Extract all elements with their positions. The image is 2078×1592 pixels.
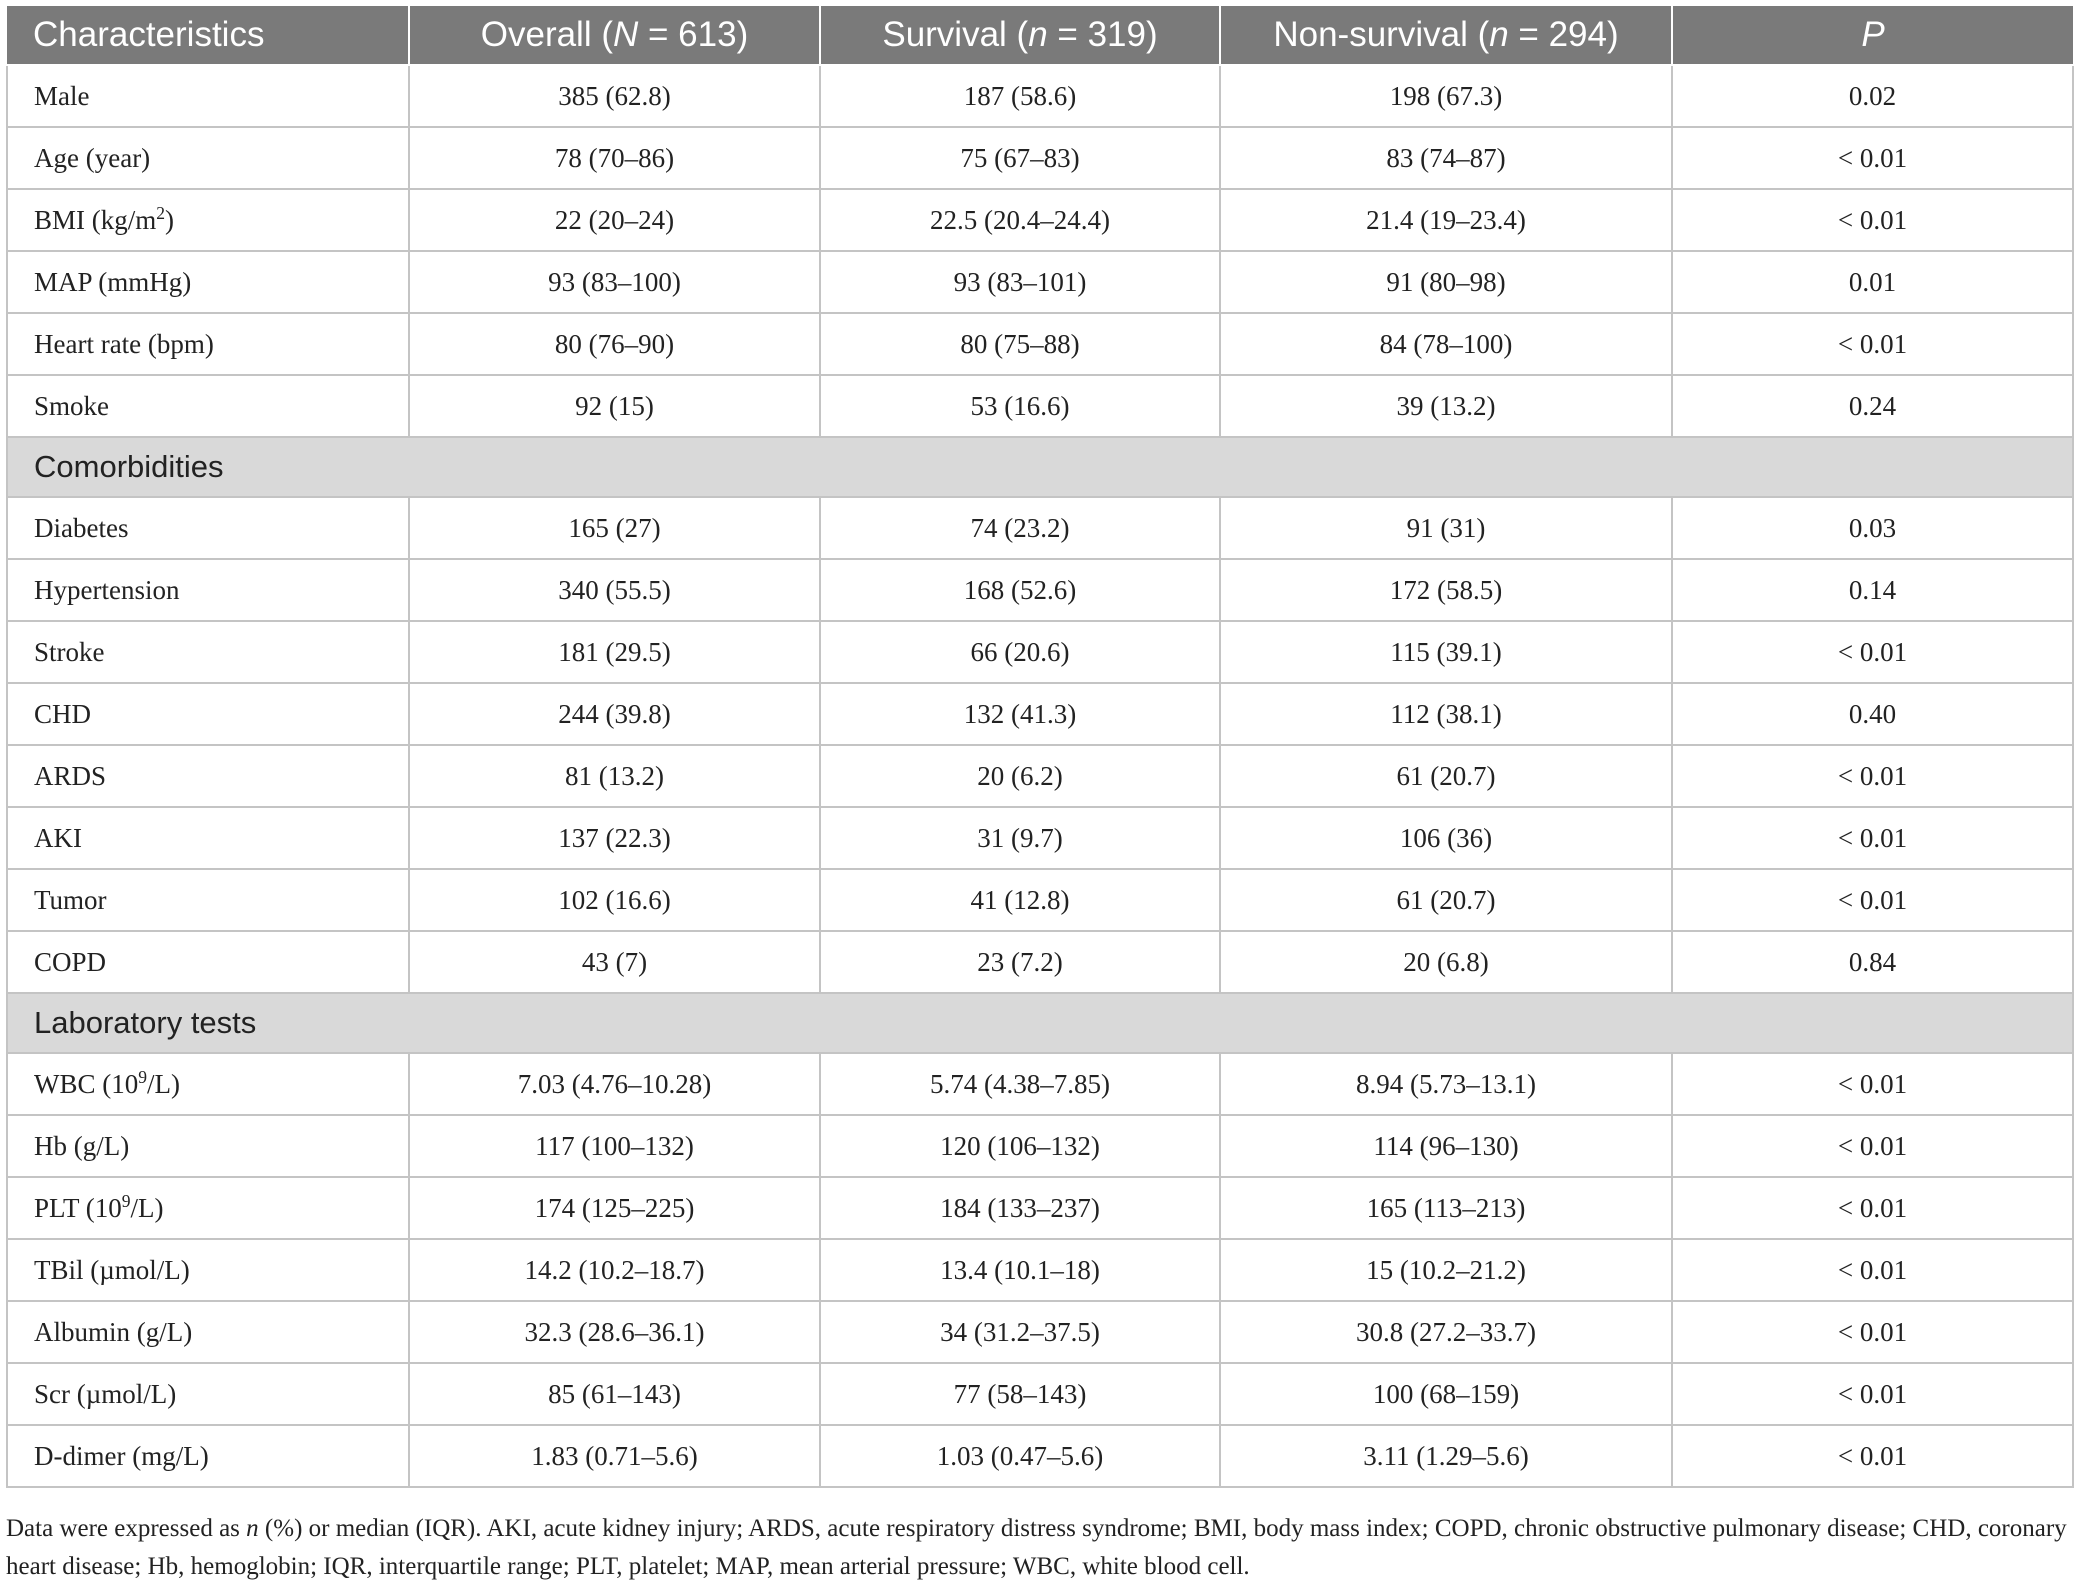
row-label <box>7 313 409 375</box>
row-label-text: Smoke <box>34 390 110 421</box>
table-row <box>7 127 2073 189</box>
row-label <box>7 375 409 437</box>
table-body <box>7 65 2073 1487</box>
cell-nonsurvival: 39 (13.2) <box>1220 375 1672 437</box>
cell-nonsurvival: 20 (6.8) <box>1220 931 1672 993</box>
header-overall-prefix: Overall ( <box>480 15 613 54</box>
row-label-text: D-dimer (mg/L) <box>34 1440 209 1471</box>
cell-p-value: 0.14 <box>1672 559 2073 621</box>
table-row <box>7 1363 2073 1425</box>
cell-nonsurvival: 198 (67.3) <box>1220 65 1672 127</box>
row-label-text: Hypertension <box>34 574 180 605</box>
section-header-row <box>7 993 2073 1053</box>
row-label <box>7 869 409 931</box>
table-row <box>7 807 2073 869</box>
cell-survival: 41 (12.8) <box>820 869 1220 931</box>
table-row <box>7 1239 2073 1301</box>
row-label <box>7 931 409 993</box>
cell-overall: 117 (100–132) <box>409 1115 820 1177</box>
cell-survival: 31 (9.7) <box>820 807 1220 869</box>
cell-overall: 92 (15) <box>409 375 820 437</box>
cell-p-value: < 0.01 <box>1672 189 2073 251</box>
row-label-text: COPD <box>34 946 107 977</box>
row-label-text: WBC (10 <box>34 1068 139 1099</box>
cell-overall: 43 (7) <box>409 931 820 993</box>
cell-overall: 1.83 (0.71–5.6) <box>409 1425 820 1487</box>
header-characteristics-text: Characteristics <box>33 15 265 54</box>
cell-p-value: < 0.01 <box>1672 1425 2073 1487</box>
cell-nonsurvival: 83 (74–87) <box>1220 127 1672 189</box>
cell-survival: 66 (20.6) <box>820 621 1220 683</box>
cell-overall: 22 (20–24) <box>409 189 820 251</box>
cell-overall: 165 (27) <box>409 497 820 559</box>
cell-overall: 32.3 (28.6–36.1) <box>409 1301 820 1363</box>
row-label <box>7 1301 409 1363</box>
row-label-text: BMI (kg/m <box>34 204 157 235</box>
table-row <box>7 931 2073 993</box>
row-label-text: Diabetes <box>34 512 129 543</box>
cell-survival: 20 (6.2) <box>820 745 1220 807</box>
row-label-text: PLT (10 <box>34 1192 122 1223</box>
cell-nonsurvival: 115 (39.1) <box>1220 621 1672 683</box>
header-overall-suffix: = 613) <box>638 15 749 54</box>
cell-survival: 120 (106–132) <box>820 1115 1220 1177</box>
cell-nonsurvival: 112 (38.1) <box>1220 683 1672 745</box>
header-row <box>7 6 2073 65</box>
cell-overall: 14.2 (10.2–18.7) <box>409 1239 820 1301</box>
row-label-text: TBil (µmol/L) <box>34 1254 190 1285</box>
row-label <box>7 621 409 683</box>
cell-survival: 1.03 (0.47–5.6) <box>820 1425 1220 1487</box>
header-survival <box>820 6 1220 65</box>
cell-p-value: < 0.01 <box>1672 1177 2073 1239</box>
cell-p-value: < 0.01 <box>1672 807 2073 869</box>
cell-survival: 34 (31.2–37.5) <box>820 1301 1220 1363</box>
cell-survival: 93 (83–101) <box>820 251 1220 313</box>
cell-p-value: 0.40 <box>1672 683 2073 745</box>
row-label-text: Albumin (g/L) <box>34 1316 193 1347</box>
cell-nonsurvival: 15 (10.2–21.2) <box>1220 1239 1672 1301</box>
footnote-after: (%) or median (IQR). AKI, acute kidney injury; ARDS, acute respiratory distress syndrome; BMI, body mass index; COPD, chronic obstructive pulmonary disease; CHD, coronary heart disease; Hb, hemoglobin; IQR, interquartile range; PLT, platelet; MAP, mean arterial pressure; WBC, white blood cell. <box>6 1515 2067 1580</box>
table-row <box>7 1301 2073 1363</box>
cell-survival: 187 (58.6) <box>820 65 1220 127</box>
cell-nonsurvival: 30.8 (27.2–33.7) <box>1220 1301 1672 1363</box>
header-overall-var: N <box>613 15 639 54</box>
cell-overall: 181 (29.5) <box>409 621 820 683</box>
table-row <box>7 313 2073 375</box>
cell-survival: 13.4 (10.1–18) <box>820 1239 1220 1301</box>
footnote-italic: n <box>246 1515 259 1542</box>
cell-overall: 78 (70–86) <box>409 127 820 189</box>
row-label-text: Tumor <box>34 884 107 915</box>
row-label-superscript: 9 <box>138 1066 148 1087</box>
table-row <box>7 497 2073 559</box>
row-label <box>7 745 409 807</box>
cell-p-value: 0.03 <box>1672 497 2073 559</box>
cell-survival: 77 (58–143) <box>820 1363 1220 1425</box>
row-label-suffix: /L) <box>130 1192 164 1223</box>
row-label-text: Hb (g/L) <box>34 1130 130 1161</box>
header-nonsurvival-prefix: Non-survival ( <box>1273 15 1490 54</box>
cell-nonsurvival: 91 (80–98) <box>1220 251 1672 313</box>
cell-nonsurvival: 114 (96–130) <box>1220 1115 1672 1177</box>
section-header-row <box>7 437 2073 497</box>
table-row <box>7 189 2073 251</box>
table-row <box>7 559 2073 621</box>
cell-p-value: < 0.01 <box>1672 1363 2073 1425</box>
cell-survival: 184 (133–237) <box>820 1177 1220 1239</box>
cell-nonsurvival: 165 (113–213) <box>1220 1177 1672 1239</box>
cell-p-value: < 0.01 <box>1672 127 2073 189</box>
header-nonsurvival-var: n <box>1489 15 1509 54</box>
cell-nonsurvival: 21.4 (19–23.4) <box>1220 189 1672 251</box>
cell-p-value: 0.02 <box>1672 65 2073 127</box>
cell-nonsurvival: 100 (68–159) <box>1220 1363 1672 1425</box>
row-label <box>7 127 409 189</box>
footnote-before: Data were expressed as <box>6 1515 247 1542</box>
row-label <box>7 1363 409 1425</box>
row-label-suffix: /L) <box>147 1068 181 1099</box>
cell-nonsurvival: 61 (20.7) <box>1220 745 1672 807</box>
header-characteristics <box>7 6 409 65</box>
table-footnote <box>6 1510 2072 1586</box>
cell-p-value: < 0.01 <box>1672 1053 2073 1115</box>
row-label-text: MAP (mmHg) <box>34 266 192 297</box>
cell-overall: 174 (125–225) <box>409 1177 820 1239</box>
row-label-text: AKI <box>34 822 82 853</box>
table-row <box>7 251 2073 313</box>
cell-overall: 80 (76–90) <box>409 313 820 375</box>
cell-p-value: 0.01 <box>1672 251 2073 313</box>
row-label <box>7 1053 409 1115</box>
section-header: Comorbidities <box>7 437 2073 497</box>
table-row <box>7 869 2073 931</box>
cell-nonsurvival: 3.11 (1.29–5.6) <box>1220 1425 1672 1487</box>
cell-overall: 244 (39.8) <box>409 683 820 745</box>
row-label <box>7 251 409 313</box>
row-label-text: CHD <box>34 698 92 729</box>
cell-p-value: < 0.01 <box>1672 621 2073 683</box>
row-label-superscript: 9 <box>121 1190 131 1211</box>
header-nonsurvival-suffix: = 294) <box>1508 15 1619 54</box>
row-label <box>7 1425 409 1487</box>
section-header: Laboratory tests <box>7 993 2073 1053</box>
characteristics-table <box>6 6 2074 1488</box>
row-label <box>7 559 409 621</box>
cell-p-value: < 0.01 <box>1672 869 2073 931</box>
header-p-value <box>1672 6 2073 65</box>
characteristics-table-container <box>6 6 2072 1488</box>
table-row <box>7 1053 2073 1115</box>
table-row <box>7 621 2073 683</box>
cell-survival: 132 (41.3) <box>820 683 1220 745</box>
cell-survival: 75 (67–83) <box>820 127 1220 189</box>
header-overall <box>409 6 820 65</box>
cell-overall: 102 (16.6) <box>409 869 820 931</box>
row-label <box>7 189 409 251</box>
cell-nonsurvival: 84 (78–100) <box>1220 313 1672 375</box>
cell-survival: 23 (7.2) <box>820 931 1220 993</box>
table-row <box>7 745 2073 807</box>
cell-p-value: 0.24 <box>1672 375 2073 437</box>
header-survival-var: n <box>1028 15 1048 54</box>
row-label-suffix: ) <box>165 204 175 235</box>
cell-overall: 137 (22.3) <box>409 807 820 869</box>
cell-p-value: < 0.01 <box>1672 313 2073 375</box>
row-label-text: Stroke <box>34 636 105 667</box>
cell-survival: 53 (16.6) <box>820 375 1220 437</box>
row-label-text: Male <box>34 80 90 111</box>
cell-overall: 93 (83–100) <box>409 251 820 313</box>
header-survival-suffix: = 319) <box>1047 15 1158 54</box>
row-label-text: Scr (µmol/L) <box>34 1378 177 1409</box>
cell-p-value: < 0.01 <box>1672 745 2073 807</box>
cell-survival: 22.5 (20.4–24.4) <box>820 189 1220 251</box>
table-header <box>7 6 2073 65</box>
cell-nonsurvival: 172 (58.5) <box>1220 559 1672 621</box>
cell-survival: 168 (52.6) <box>820 559 1220 621</box>
table-row <box>7 375 2073 437</box>
cell-nonsurvival: 91 (31) <box>1220 497 1672 559</box>
cell-nonsurvival: 106 (36) <box>1220 807 1672 869</box>
table-row <box>7 1115 2073 1177</box>
header-p-text: P <box>1861 15 1885 54</box>
row-label-superscript: 2 <box>156 202 166 223</box>
row-label-text: Heart rate (bpm) <box>34 328 214 359</box>
row-label <box>7 807 409 869</box>
cell-overall: 7.03 (4.76–10.28) <box>409 1053 820 1115</box>
table-row <box>7 65 2073 127</box>
cell-survival: 74 (23.2) <box>820 497 1220 559</box>
table-row <box>7 683 2073 745</box>
cell-overall: 340 (55.5) <box>409 559 820 621</box>
cell-p-value: < 0.01 <box>1672 1301 2073 1363</box>
row-label <box>7 1177 409 1239</box>
cell-overall: 81 (13.2) <box>409 745 820 807</box>
row-label <box>7 1239 409 1301</box>
table-row <box>7 1177 2073 1239</box>
row-label <box>7 65 409 127</box>
cell-p-value: < 0.01 <box>1672 1115 2073 1177</box>
row-label-text: Age (year) <box>34 142 151 173</box>
row-label <box>7 683 409 745</box>
cell-nonsurvival: 61 (20.7) <box>1220 869 1672 931</box>
row-label <box>7 497 409 559</box>
cell-overall: 385 (62.8) <box>409 65 820 127</box>
cell-p-value: 0.84 <box>1672 931 2073 993</box>
cell-survival: 80 (75–88) <box>820 313 1220 375</box>
cell-overall: 85 (61–143) <box>409 1363 820 1425</box>
header-nonsurvival <box>1220 6 1672 65</box>
header-survival-prefix: Survival ( <box>882 15 1029 54</box>
cell-survival: 5.74 (4.38–7.85) <box>820 1053 1220 1115</box>
cell-p-value: < 0.01 <box>1672 1239 2073 1301</box>
row-label-text: ARDS <box>34 760 107 791</box>
table-row <box>7 1425 2073 1487</box>
cell-nonsurvival: 8.94 (5.73–13.1) <box>1220 1053 1672 1115</box>
row-label <box>7 1115 409 1177</box>
